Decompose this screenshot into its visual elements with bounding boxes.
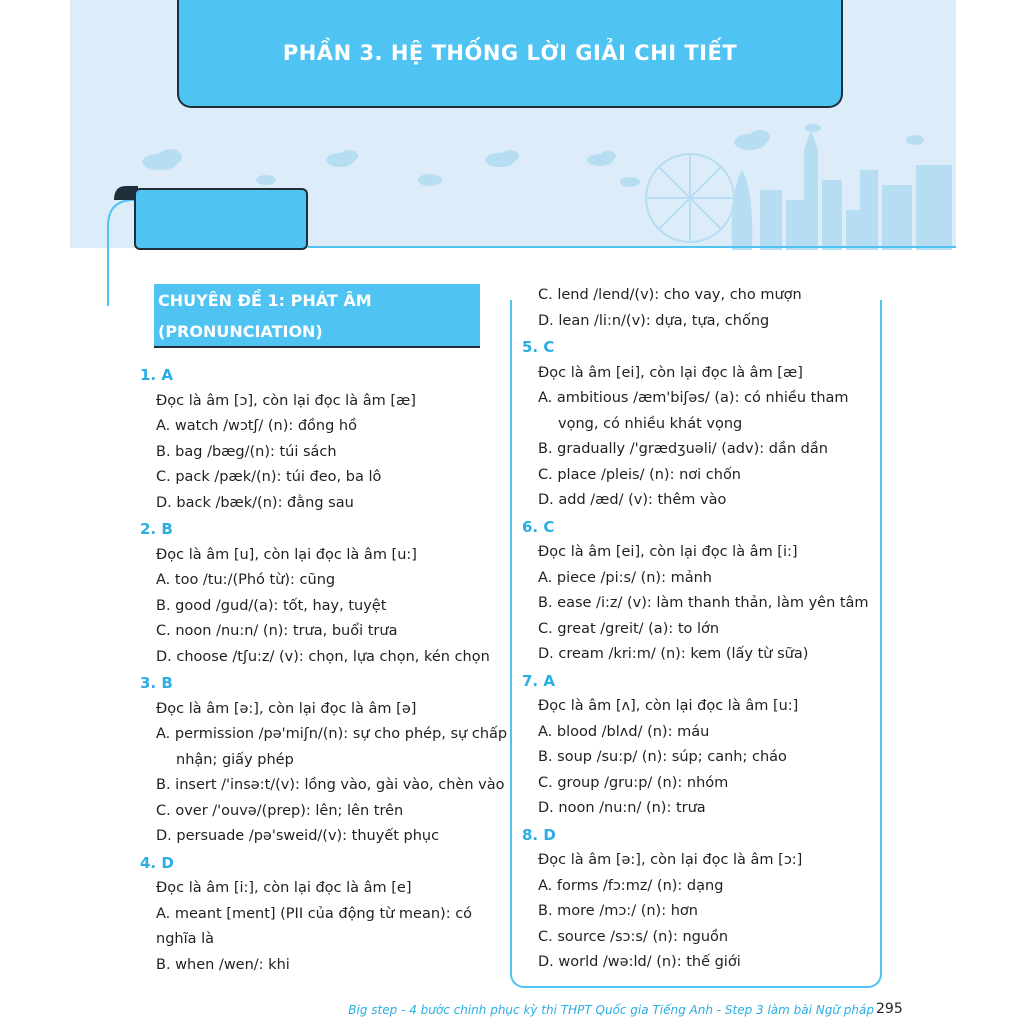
question-heading: 1. A	[140, 366, 173, 384]
answer-line: A. forms /fɔ:mz/ (n): dạng	[538, 877, 724, 894]
answer-line: B. insert /'insə:t/(v): lồng vào, gài vào, chèn vào	[156, 777, 505, 793]
answer-line: Đọc là âm [ə:], còn lại đọc là âm [ɔ:]	[538, 852, 803, 868]
answer-line: C. lend /lend/(v): cho vay, cho mượn	[538, 287, 802, 303]
question-heading: 2. B	[140, 520, 173, 538]
answer-line: A. watch /wɔtʃ/ (n): đồng hồ	[156, 418, 357, 434]
answer-line: Đọc là âm [ʌ], còn lại đọc là âm [u:]	[538, 698, 799, 714]
answer-line: C. place /pleis/ (n): nơi chốn	[538, 466, 741, 483]
header-rule	[308, 246, 956, 248]
answer-line: B. more /mɔ:/ (n): hơn	[538, 903, 698, 919]
answer-line: B. when /wen/: khi	[156, 956, 290, 973]
page-title: PHẦN 3. HỆ THỐNG LỜI GIẢI CHI TIẾT	[282, 41, 738, 65]
right-answer-column	[522, 283, 892, 976]
answer-line: B. good /gud/(a): tốt, hay, tuyệt	[156, 597, 387, 614]
topic-subtitle: (PRONUNCIATION)	[158, 322, 323, 341]
question-heading: 8. D	[522, 825, 556, 844]
answer-line: B. gradually /'grædʒuəli/ (adv): dần dần	[538, 441, 828, 457]
answer-line: Đọc là âm [i:], còn lại đọc là âm [e]	[156, 880, 412, 896]
answer-line: Đọc là âm [ei], còn lại đọc là âm [æ]	[538, 364, 803, 381]
topic-heading	[154, 284, 480, 348]
answer-line: C. group /gru:p/ (n): nhóm	[538, 774, 729, 791]
answer-line: Đọc là âm [u], còn lại đọc là âm [u:]	[156, 546, 417, 563]
question-heading: 7. A	[522, 671, 555, 690]
left-answer-column	[140, 362, 508, 978]
answer-line: Đọc là âm [ɔ], còn lại đọc là âm [æ]	[156, 392, 416, 409]
answer-line: D. add /æd/ (v): thêm vào	[538, 492, 727, 508]
answer-line: B. bag /bæg/(n): túi sách	[156, 443, 337, 460]
answer-line: C. pack /pæk/(n): túi đeo, ba lô	[156, 469, 382, 485]
question-heading: 5. C	[522, 338, 555, 356]
answer-line: D. world /wə:ld/ (n): thế giới	[538, 954, 741, 970]
footer-text: Big step - 4 bước chinh phục kỳ thi THPT Quốc gia Tiếng Anh - Step 3 làm bài Ngữ pháp	[348, 1003, 874, 1017]
answer-line: A. blood /blʌd/ (n): máu	[538, 723, 710, 740]
answer-line: A. too /tu:/(Phó từ): cũng	[156, 572, 336, 588]
answer-line: C. noon /nu:n/ (n): trưa, buổi trưa	[156, 623, 398, 639]
answer-line: Đọc là âm [ei], còn lại đọc là âm [i:]	[538, 544, 798, 560]
page-number: 295	[876, 1001, 903, 1017]
answer-line: D. back /bæk/(n): đằng sau	[156, 494, 354, 511]
answer-line: D. choose /tʃu:z/ (v): chọn, lựa chọn, kén chọn	[156, 648, 490, 665]
answer-line: A. permission /pə'miʃn/(n): sự cho phép, sự chấp nhận; giấy phép	[156, 726, 508, 768]
answer-line: B. soup /su:p/ (n): súp; canh; cháo	[538, 749, 787, 765]
answer-line: B. ease /i:z/ (v): làm thanh thản, làm yên tâm	[538, 595, 869, 611]
answer-line: Đọc là âm [ə:], còn lại đọc là âm [ə]	[156, 700, 417, 717]
answer-line: A. ambitious /æm'biʃəs/ (a): có nhiều tham vọng, có nhiều khát vọng	[538, 390, 849, 432]
answer-line: A. piece /pi:s/ (n): mảnh	[538, 569, 712, 586]
section-title-banner	[177, 0, 843, 108]
question-heading: 4. D	[140, 853, 174, 872]
answer-line: C. great /greit/ (a): to lớn	[538, 620, 720, 637]
answer-line: A. meant [ment] (PII của động từ mean): có nghĩa là	[156, 905, 473, 947]
topic-title: CHUYÊN ĐỀ 1: PHÁT ÂM	[158, 291, 372, 310]
answer-line: C. source /sɔ:s/ (n): nguồn	[538, 928, 729, 945]
question-heading: 3. B	[140, 674, 173, 692]
question-heading: 6. C	[522, 517, 555, 536]
answer-line: C. over /'ouvə/(prep): lên; lên trên	[156, 802, 404, 819]
answer-line: D. noon /nu:n/ (n): trưa	[538, 800, 706, 816]
answer-line: D. lean /li:n/(v): dựa, tựa, chống	[538, 312, 770, 329]
ribbon-banner	[134, 188, 308, 250]
answer-line: D. persuade /pə'sweid/(v): thuyết phục	[156, 828, 440, 844]
answer-line: D. cream /kri:m/ (n): kem (lấy từ sữa)	[538, 646, 809, 662]
